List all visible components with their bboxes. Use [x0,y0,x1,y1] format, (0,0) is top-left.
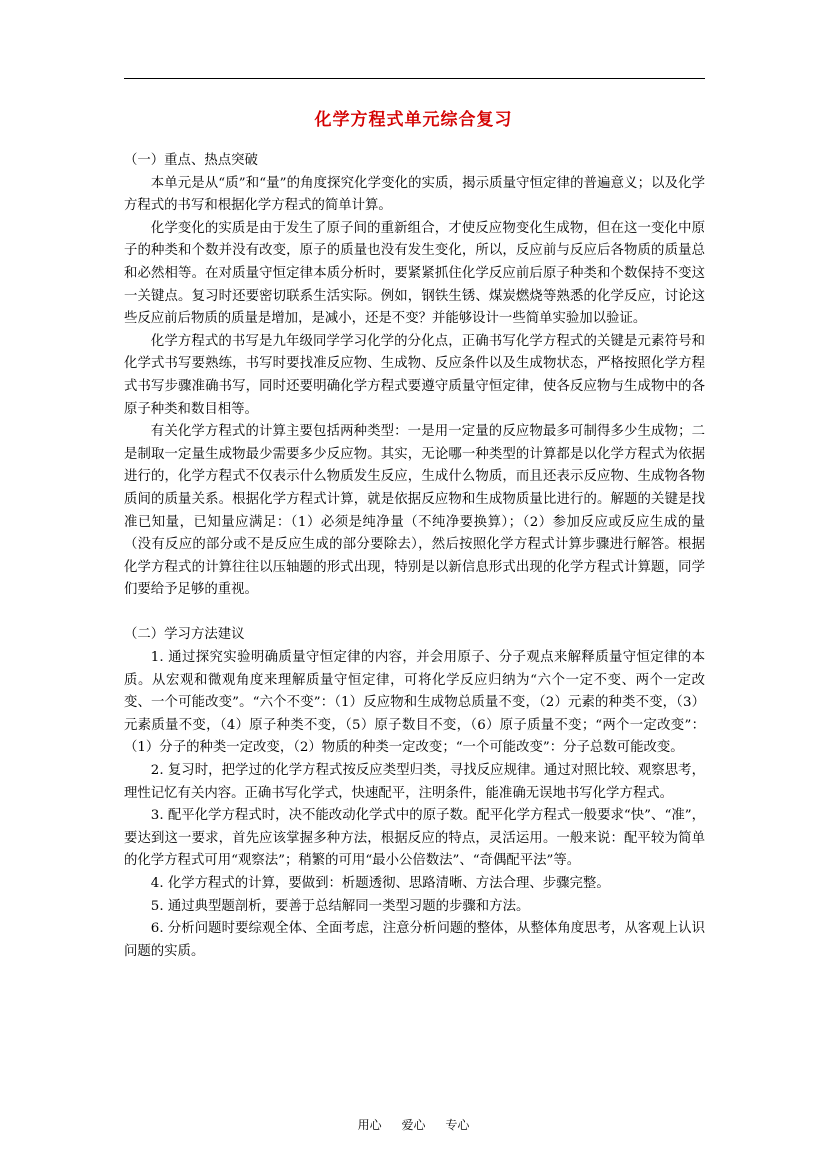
section-1-paragraph: 化学方程式的书写是九年级同学学习化学的分化点，正确书写化学方程式的关键是元素符号和化学式书写要熟练，书写时要找准反应物、生成物、反应条件以及生成物状态，严格按照化学方程式书写步骤准确书写，同时还要明确化学方程式要遵守质量守恒定律，使各反应物与生成物中的各原子种类和数目相等。 [124,333,705,417]
section-2-paragraph: 3. 配平化学方程式时，决不能改动化学式中的原子数。配平化学方程式一般要求“快”、“准”，要达到这一要求，首先应该掌握多种方法，根据反应的特点，灵活运用。一般来说：配平较为简单的化学方程式可用“观察法”；稍繁的可用“最小公倍数法”、“奇偶配平法”等。 [124,808,705,869]
section-1-paragraph: 本单元是从“质”和“量”的角度探究化学变化的实质，揭示质量守恒定律的普遍意义；以及化学方程式的书写和根据化学方程式的简单计算。 [124,175,705,214]
section-2-paragraph: 5. 通过典型题剖析，要善于总结解同一类型习题的步骤和方法。 [150,898,530,914]
footer-item: 专心 [445,1118,470,1132]
header-rule [124,78,705,79]
section-1-paragraph: 化学变化的实质是由于发生了原子间的重新组合，才使反应物变化生成物，但在这一变化中原子的种类和个数并没有改变，原子的质量也没有发生变化，所以，反应前与反应后各物质的质量总和必然相等。在对质量守恒定律本质分析时，要紧紧抓住化学反应前后原子种类和个数保持不变这一关键点。复习时还要密切联系生活实际。例如，钢铁生锈、煤炭燃烧等熟悉的化学反应，讨论这些反应前后物质的质量是增加，是减小，还是不变？并能够设计一些简单实验加以验证。 [124,220,705,327]
document-body [124,150,705,963]
section-spacer [124,602,705,625]
section-1-heading: （一）重点、热点突破 [124,153,258,168]
section-1-paragraph: 有关化学方程式的计算主要包括两种类型：一是用一定量的反应物最多可制得多少生成物；二是制取一定量生成物最少需要多少反应物。其实，无论哪一种类型的计算都是以化学方程式为依据进行的，化学方程式不仅表示什么物质发生反应，生成什么物质，而且还表示反应物、生成物各物质间的质量关系。根据化学方程式计算，就是依据反应物和生成物质量比进行的。解题的关键是找准已知量，已知量应满足：（1）必须是纯净量（不纯净要换算）；（2）参加反应或反应生成的量（没有反应的部分或不是反应生成的部分要除去），然后按照化学方程式计算步骤进行解答。根据化学方程式的计算往往以压轴题的形式出现，特别是以新信息形式出现的化学方程式计算题，同学们要给予足够的重视。 [124,424,705,598]
footer-item: 爱心 [401,1118,426,1132]
page-title: 化学方程式单元综合复习 [314,110,513,130]
page-footer [0,1116,827,1133]
section-2-paragraph: 4. 化学方程式的计算，要做到：析题透彻、思路清晰、方法合理、步骤完整。 [150,876,610,891]
footer-item: 用心 [357,1118,382,1132]
section-2-heading: （二）学习方法建议 [124,627,245,643]
section-2-paragraph: 1. 通过探究实验明确质量守恒定律的内容，并会用原子、分子观点来解释质量守恒定律的本质。从宏观和微观角度来理解质量守恒定律，可将化学反应归纳为“六个一定不变、两个一定改变、一个可能改变”。“六个不变”：（1）反应物和生成物总质量不变，（2）元素的种类不变，（3）元素质量不变，（4）原子种类不变，（5）原子数目不变，（6）原子质量不变；“两个一定改变”：（1）分子的种类一定改变，（2）物质的种类一定改变；“一个可能改变”：分子总数可能改变。 [124,650,705,756]
section-2-paragraph: 6. 分析问题时要综观全体、全面考虑，注意分析问题的整体，从整体角度思考，从客观上认识问题的实质。 [124,921,705,959]
section-2-paragraph: 2. 复习时，把学过的化学方程式按反应类型归类，寻找反应规律。通过对照比较、观察思考，理性记忆有关内容。正确书写化学式，快速配平，注明条件，能准确无误地书写化学方程式。 [124,763,705,801]
